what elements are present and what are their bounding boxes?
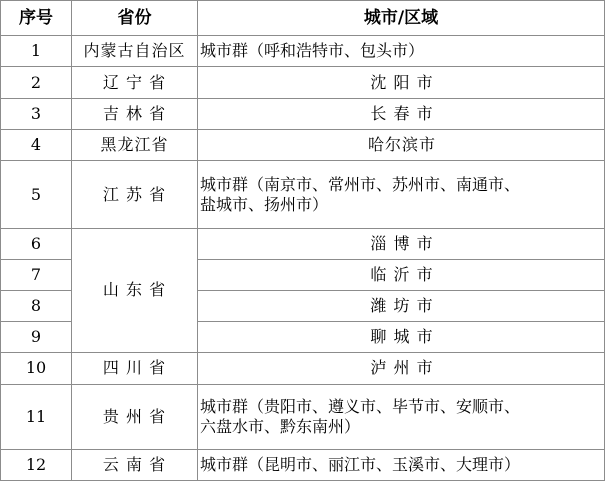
- row-city-line: 城市群（贵阳市、遵义市、毕节市、安顺市、: [200, 396, 521, 416]
- row-city-line: 盐城市、扬州市）: [200, 194, 329, 214]
- header-city: 城市/区域: [198, 1, 605, 36]
- row-province: 云 南 省: [72, 449, 198, 480]
- table-row: [1, 130, 605, 161]
- row-city: 城市群（昆明市、丽江市、玉溪市、大理市）: [198, 449, 605, 480]
- row-city: 城市群（呼和浩特市、包头市）: [198, 36, 605, 67]
- row-city: [198, 384, 605, 449]
- row-city: 临 沂 市: [198, 260, 605, 291]
- header-province: 省份: [72, 1, 198, 36]
- row-city: 哈尔滨市: [198, 130, 605, 161]
- row-no: 6: [1, 229, 72, 260]
- table-row: [1, 160, 605, 228]
- row-province: 辽 宁 省: [72, 67, 198, 99]
- row-no: 8: [1, 290, 72, 321]
- header-no: 序号: [1, 1, 72, 36]
- header-row: [1, 1, 605, 36]
- row-city: 长 春 市: [198, 99, 605, 130]
- row-no: 7: [1, 260, 72, 291]
- row-no: 2: [1, 67, 72, 99]
- row-province: 山 东 省: [72, 229, 198, 353]
- row-city-line: 城市群（南京市、常州市、苏州市、南通市、: [200, 174, 521, 194]
- row-no: 9: [1, 321, 72, 352]
- row-city: 聊 城 市: [198, 321, 605, 352]
- table-row: [1, 99, 605, 130]
- row-city-line: 六盘水市、黔东南州）: [200, 416, 361, 436]
- row-city: 潍 坊 市: [198, 290, 605, 321]
- table-row: [1, 449, 605, 480]
- table-row: [1, 384, 605, 449]
- row-city: [198, 160, 605, 228]
- table-row: [1, 229, 605, 260]
- row-no: 1: [1, 36, 72, 67]
- row-no: 3: [1, 99, 72, 130]
- row-no: 10: [1, 352, 72, 384]
- row-city: 沈 阳 市: [198, 67, 605, 99]
- row-no: 11: [1, 384, 72, 449]
- row-province: 黑龙江省: [72, 130, 198, 161]
- row-city: 淄 博 市: [198, 229, 605, 260]
- table-row: [1, 352, 605, 384]
- row-province: 内蒙古自治区: [72, 36, 198, 67]
- row-province: 贵 州 省: [72, 384, 198, 449]
- table-row: [1, 36, 605, 67]
- row-city: 泸 州 市: [198, 352, 605, 384]
- row-province: 吉 林 省: [72, 99, 198, 130]
- row-no: 4: [1, 130, 72, 161]
- row-province: 四 川 省: [72, 352, 198, 384]
- row-province: 江 苏 省: [72, 160, 198, 228]
- row-no: 5: [1, 160, 72, 228]
- row-no: 12: [1, 449, 72, 480]
- table-row: [1, 67, 605, 99]
